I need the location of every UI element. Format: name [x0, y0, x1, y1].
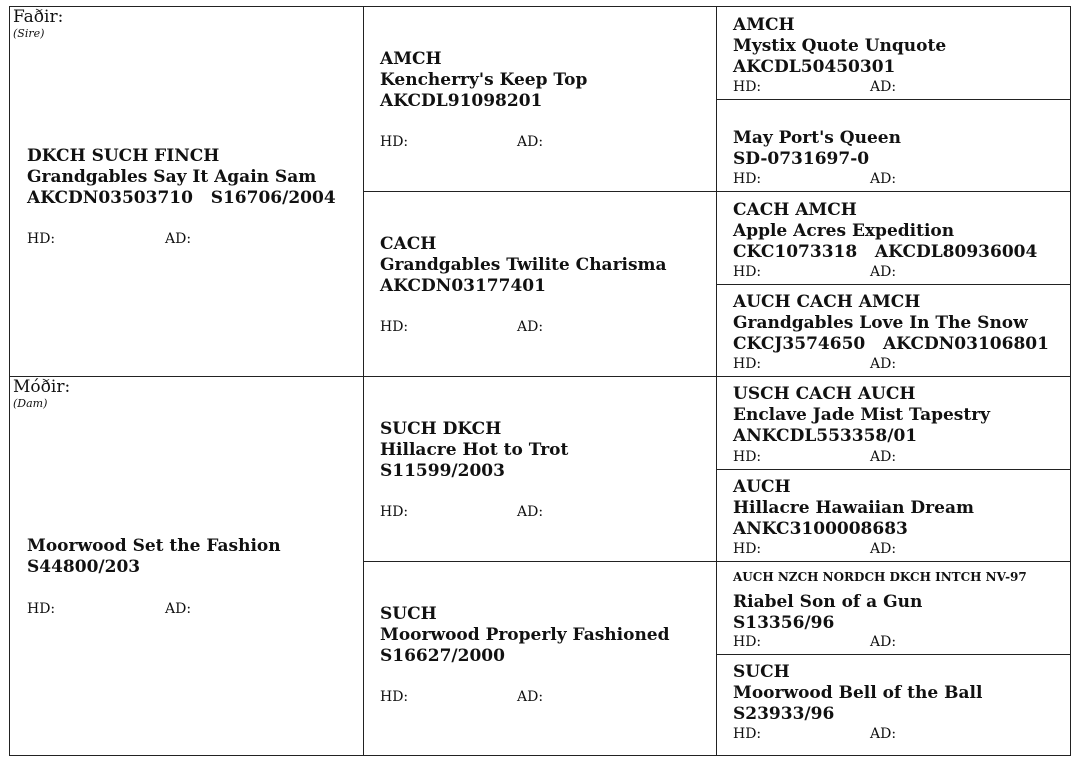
granddam-paternal-cell	[363, 191, 717, 377]
gen2-1-hd: HD:	[380, 319, 409, 335]
grandsire-paternal-cell	[363, 6, 717, 192]
gen3-1-names	[733, 128, 901, 170]
dam-sublabel: (Dam)	[13, 397, 48, 410]
sire-reg: AKCDN03503710 S16706/2004	[27, 188, 336, 208]
gen3-7-title: SUCH	[733, 662, 790, 682]
gen3-3-hd: HD:	[733, 356, 762, 372]
gen2-3-name: Moorwood Properly Fashioned	[380, 625, 670, 645]
gen3-0-ad: AD:	[870, 79, 897, 95]
gen3-4-reg: ANKCDL553358/01	[733, 426, 918, 446]
gen3-5-ad: AD:	[870, 541, 897, 557]
gen3-2-title: CACH AMCH	[733, 200, 857, 220]
gen2-1-names	[380, 234, 667, 297]
gen2-0-name: Kencherry's Keep Top	[380, 70, 588, 90]
grandsire-maternal-cell	[363, 376, 717, 562]
gen3-6-hd: HD:	[733, 634, 762, 650]
gen3-cell-5	[716, 469, 1071, 562]
sire-label: Faðir:	[13, 7, 64, 27]
gen3-3-ad: AD:	[870, 356, 897, 372]
dam-cell	[9, 376, 364, 756]
gen3-0-hd: HD:	[733, 79, 762, 95]
gen2-0-hd: HD:	[380, 134, 409, 150]
gen3-cell-0	[716, 6, 1071, 100]
gen3-4-title: USCH CACH AUCH	[733, 384, 916, 404]
granddam-maternal-cell	[363, 561, 717, 756]
gen3-2-name: Apple Acres Expedition	[733, 221, 955, 241]
gen3-3-title: AUCH CACH AMCH	[733, 292, 921, 312]
gen3-4-name: Enclave Jade Mist Tapestry	[733, 405, 991, 425]
gen3-0-names	[733, 15, 946, 78]
gen2-1-ad: AD:	[517, 319, 544, 335]
gen2-2-hd: HD:	[380, 504, 409, 520]
gen2-3-names	[380, 604, 670, 667]
gen3-5-title: AUCH	[733, 477, 791, 497]
dam-name: Moorwood Set the Fashion	[27, 536, 281, 556]
gen3-cell-7	[716, 654, 1071, 756]
gen2-2-title: SUCH DKCH	[380, 419, 502, 439]
gen3-7-hd: HD:	[733, 726, 762, 742]
gen3-2-reg: CKC1073318 AKCDL80936004	[733, 242, 1038, 262]
gen3-cell-2	[716, 191, 1071, 285]
gen3-4-hd: HD:	[733, 449, 762, 465]
gen3-5-name: Hillacre Hawaiian Dream	[733, 498, 974, 518]
gen3-cell-6	[716, 561, 1071, 655]
gen3-6-ad: AD:	[870, 634, 897, 650]
sire-sublabel: (Sire)	[13, 27, 45, 40]
gen3-2-hd: HD:	[733, 264, 762, 280]
gen2-2-reg: S11599/2003	[380, 461, 505, 481]
sire-names	[27, 146, 336, 209]
gen3-7-name: Moorwood Bell of the Ball	[733, 683, 983, 703]
gen3-5-reg: ANKC3100008683	[733, 519, 908, 539]
gen2-0-names	[380, 49, 587, 112]
sire-title: DKCH SUCH FINCH	[27, 146, 220, 166]
dam-label: Móðir:	[13, 377, 71, 397]
gen2-3-title: SUCH	[380, 604, 437, 624]
gen2-1-name: Grandgables Twilite Charisma	[380, 255, 667, 275]
gen3-1-reg: SD-0731697-0	[733, 149, 870, 169]
gen3-0-name: Mystix Quote Unquote	[733, 36, 947, 56]
gen3-3-reg: CKCJ3574650 AKCDN03106801	[733, 334, 1049, 354]
gen3-3-name: Grandgables Love In The Snow	[733, 313, 1028, 333]
gen3-5-hd: HD:	[733, 541, 762, 557]
gen3-1-ad: AD:	[870, 171, 897, 187]
gen2-1-title: CACH	[380, 234, 437, 254]
gen3-6-reg: S13356/96	[733, 613, 835, 633]
gen3-7-reg: S23933/96	[733, 704, 835, 724]
gen2-1-reg: AKCDN03177401	[380, 276, 546, 296]
gen3-6-name: Riabel Son of a Gun	[733, 592, 923, 612]
gen2-2-names	[380, 419, 568, 482]
gen3-5-names	[733, 477, 974, 540]
sire-ad: AD:	[165, 231, 192, 247]
gen3-1-name: May Port's Queen	[733, 128, 901, 148]
gen3-4-ad: AD:	[870, 449, 897, 465]
gen3-3-names	[733, 292, 1049, 355]
gen3-4-names	[733, 384, 990, 447]
dam-ad: AD:	[165, 601, 192, 617]
gen2-0-reg: AKCDL91098201	[380, 91, 543, 111]
gen3-0-title: AMCH	[733, 15, 795, 35]
gen2-0-ad: AD:	[517, 134, 544, 150]
gen3-6-title: AUCH NZCH NORDCH DKCH INTCH NV-97	[733, 570, 1027, 584]
gen3-cell-4	[716, 376, 1071, 470]
gen2-0-title: AMCH	[380, 49, 442, 69]
gen3-0-reg: AKCDL50450301	[733, 57, 896, 77]
gen2-3-ad: AD:	[517, 689, 544, 705]
gen3-2-ad: AD:	[870, 264, 897, 280]
sire-hd: HD:	[27, 231, 56, 247]
sire-cell	[9, 6, 364, 377]
gen2-3-hd: HD:	[380, 689, 409, 705]
dam-reg: S44800/203	[27, 557, 141, 577]
gen3-6-names	[733, 569, 1027, 634]
gen3-cell-3	[716, 284, 1071, 377]
sire-name: Grandgables Say It Again Sam	[27, 167, 317, 187]
gen3-1-hd: HD:	[733, 171, 762, 187]
gen2-2-ad: AD:	[517, 504, 544, 520]
gen3-cell-1	[716, 99, 1071, 192]
dam-names	[27, 536, 281, 578]
gen2-3-reg: S16627/2000	[380, 646, 505, 666]
gen3-7-ad: AD:	[870, 726, 897, 742]
gen3-2-names	[733, 200, 1037, 263]
gen2-2-name: Hillacre Hot to Trot	[380, 440, 569, 460]
dam-hd: HD:	[27, 601, 56, 617]
gen3-7-names	[733, 662, 982, 725]
